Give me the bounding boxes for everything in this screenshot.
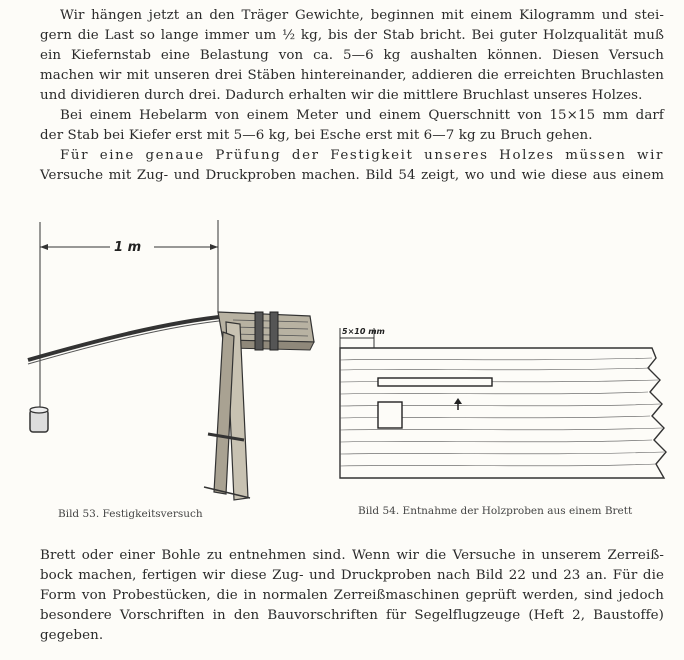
text-line: der Stab bei Kiefer erst mit 5—6 kg, bei Esche erst mit 6—7 kg zu Bruch gehen.	[40, 128, 593, 143]
text-line: gern die Last so lange immer um ½ kg, bis der Stab bricht. Bei guter Holzqualität muß	[40, 28, 664, 43]
dimension-label-sample: 5×10 mm	[342, 327, 385, 336]
text-line: Form von Probestücken, die in normalen Zerreißmaschinen geprüft werden, sind jedoch	[40, 588, 664, 603]
body-text-bottom	[40, 546, 664, 646]
figure-53-illustration	[18, 212, 328, 512]
body-text-top	[40, 6, 664, 186]
text-line: Versuche mit Zug- und Druckproben machen. Bild 54 zeigt, wo und wie diese aus einem	[40, 168, 664, 183]
text-line: Für eine genaue Prüfung der Festigkeit unseres Holzes müssen wir	[60, 148, 664, 163]
weight-icon	[30, 407, 48, 432]
text-line: ein Kiefernstab eine Belastung von ca. 5—6 kg aushalten können. Diesen Versuch	[40, 48, 664, 63]
text-line: machen wir mit unseren drei Stäben hintereinander, addieren die erreichten Bruchlasten	[40, 68, 664, 83]
text-line: Bei einem Hebelarm von einem Meter und einem Querschnitt von 15×15 mm darf	[60, 108, 664, 123]
text-line: und dividieren durch drei. Dadurch erhalten wir die mittlere Bruchlast unseres Holzes.	[40, 88, 643, 103]
text-line: Brett oder einer Bohle zu entnehmen sind. Wenn wir die Versuche in unserem Zerreiß-	[40, 548, 664, 563]
text-line: Wir hängen jetzt an den Träger Gewichte, beginnen mit einem Kilogramm und stei-	[60, 8, 664, 23]
text-line: bock machen, fertigen wir diese Zug- und Druckproben nach Bild 22 und 23 an. Für die	[40, 568, 664, 583]
text-line: gegeben.	[40, 628, 104, 643]
dimension-label-1m: 1 m	[114, 240, 142, 255]
figure-54-caption: Bild 54. Entnahme der Holzproben aus einem Brett	[358, 505, 633, 517]
figure-53-caption: Bild 53. Festigkeitsversuch	[58, 508, 203, 520]
figure-54-illustration	[334, 318, 680, 504]
text-line: besondere Vorschriften in den Bauvorschriften für Segelflugzeuge (Heft 2, Baustoffe)	[40, 608, 664, 623]
